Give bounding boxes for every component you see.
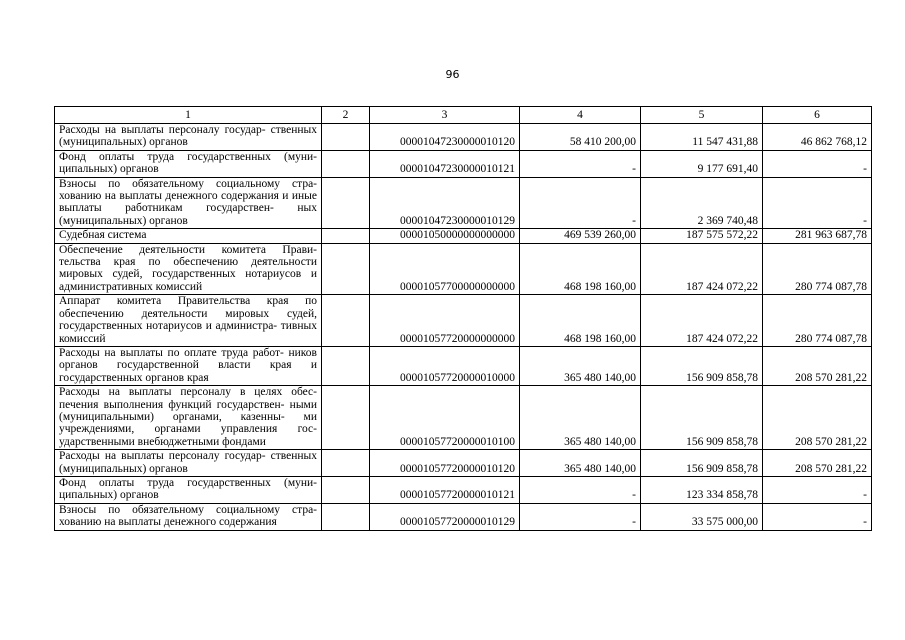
row-column-2 <box>322 295 370 347</box>
budget-code: 00001057720000000000 <box>370 295 520 347</box>
amount-column-4: 365 480 140,00 <box>520 346 641 385</box>
amount-column-4: 58 410 200,00 <box>520 124 641 151</box>
row-column-2 <box>322 229 370 243</box>
budget-code: 00001057700000000000 <box>370 243 520 295</box>
table-row <box>55 386 872 450</box>
amount-column-4: 468 198 160,00 <box>520 295 641 347</box>
table-row <box>55 229 872 243</box>
row-column-2 <box>322 243 370 295</box>
row-description: Взносы по обязательному социальному стра- хованию на выплаты денежного содержания и иные выплаты работникам государствен- ных (муниципальных) органов <box>55 177 322 229</box>
row-column-2 <box>322 124 370 151</box>
budget-table <box>54 106 872 531</box>
amount-column-4: 468 198 160,00 <box>520 243 641 295</box>
table-row <box>55 150 872 177</box>
budget-code: 00001047230000010121 <box>370 150 520 177</box>
budget-code: 00001047230000010129 <box>370 177 520 229</box>
amount-column-5: 156 909 858,78 <box>641 386 763 450</box>
amount-column-5: 2 369 740,48 <box>641 177 763 229</box>
amount-column-6: 280 774 087,78 <box>763 295 872 347</box>
row-description: Фонд оплаты труда государственных (муни- ципальных) органов <box>55 476 322 503</box>
amount-column-6: 46 862 768,12 <box>763 124 872 151</box>
amount-column-4: 469 539 260,00 <box>520 229 641 243</box>
table-row <box>55 177 872 229</box>
amount-column-4: 365 480 140,00 <box>520 386 641 450</box>
row-description: Расходы на выплаты персоналу государ- ственных (муниципальных) органов <box>55 450 322 477</box>
amount-column-6: 280 774 087,78 <box>763 243 872 295</box>
amount-column-5: 123 334 858,78 <box>641 476 763 503</box>
budget-code: 00001057720000010121 <box>370 476 520 503</box>
row-description: Обеспечение деятельности комитета Прави- тельства края по обеспечению деятельности мировых судей, государственных нотариусов и административных комиссий <box>55 243 322 295</box>
column-header: 2 <box>322 107 370 124</box>
table-row <box>55 243 872 295</box>
amount-column-6: 208 570 281,22 <box>763 386 872 450</box>
row-column-2 <box>322 503 370 530</box>
amount-column-4: - <box>520 177 641 229</box>
amount-column-6: - <box>763 150 872 177</box>
budget-code: 00001050000000000000 <box>370 229 520 243</box>
amount-column-5: 11 547 431,88 <box>641 124 763 151</box>
table-body <box>55 124 872 531</box>
amount-column-5: 187 424 072,22 <box>641 243 763 295</box>
row-column-2 <box>322 476 370 503</box>
budget-code: 00001057720000010120 <box>370 450 520 477</box>
table-row <box>55 476 872 503</box>
page-number: 96 <box>445 68 460 81</box>
table-row <box>55 450 872 477</box>
budget-code: 00001057720000010000 <box>370 346 520 385</box>
amount-column-6: 208 570 281,22 <box>763 450 872 477</box>
table-row <box>55 346 872 385</box>
column-header: 1 <box>55 107 322 124</box>
table-header-row <box>55 107 872 124</box>
row-column-2 <box>322 346 370 385</box>
table-row <box>55 295 872 347</box>
table-row <box>55 124 872 151</box>
budget-code: 00001057720000010129 <box>370 503 520 530</box>
amount-column-5: 156 909 858,78 <box>641 450 763 477</box>
row-column-2 <box>322 150 370 177</box>
table-row <box>55 503 872 530</box>
row-description: Расходы на выплаты персоналу государ- ственных (муниципальных) органов <box>55 124 322 151</box>
amount-column-4: 365 480 140,00 <box>520 450 641 477</box>
amount-column-5: 9 177 691,40 <box>641 150 763 177</box>
row-description: Фонд оплаты труда государственных (муни- ципальных) органов <box>55 150 322 177</box>
row-description: Расходы на выплаты по оплате труда работ- ников органов государственной власти края и государственных органов края <box>55 346 322 385</box>
budget-code: 00001057720000010100 <box>370 386 520 450</box>
row-column-2 <box>322 450 370 477</box>
row-column-2 <box>322 386 370 450</box>
row-description: Взносы по обязательному социальному стра- хованию на выплаты денежного содержания <box>55 503 322 530</box>
amount-column-6: 208 570 281,22 <box>763 346 872 385</box>
amount-column-4: - <box>520 476 641 503</box>
column-header: 6 <box>763 107 872 124</box>
amount-column-6: 281 963 687,78 <box>763 229 872 243</box>
budget-code: 00001047230000010120 <box>370 124 520 151</box>
amount-column-5: 187 424 072,22 <box>641 295 763 347</box>
column-header: 4 <box>520 107 641 124</box>
amount-column-5: 33 575 000,00 <box>641 503 763 530</box>
row-description: Судебная система <box>55 229 322 243</box>
row-description: Расходы на выплаты персоналу в целях обес- печения выполнения функций государствен- ными (муниципальными) органами, казенны- ми учреждениями, органами управления гос- ударственными внебюджетными фондами <box>55 386 322 450</box>
amount-column-6: - <box>763 177 872 229</box>
amount-column-5: 156 909 858,78 <box>641 346 763 385</box>
column-header: 5 <box>641 107 763 124</box>
row-description: Аппарат комитета Правительства края по обеспечению деятельности мировых судей, государственных нотариусов и администра- тивных комиссий <box>55 295 322 347</box>
amount-column-4: - <box>520 150 641 177</box>
amount-column-6: - <box>763 503 872 530</box>
amount-column-6: - <box>763 476 872 503</box>
amount-column-4: - <box>520 503 641 530</box>
row-column-2 <box>322 177 370 229</box>
column-header: 3 <box>370 107 520 124</box>
amount-column-5: 187 575 572,22 <box>641 229 763 243</box>
